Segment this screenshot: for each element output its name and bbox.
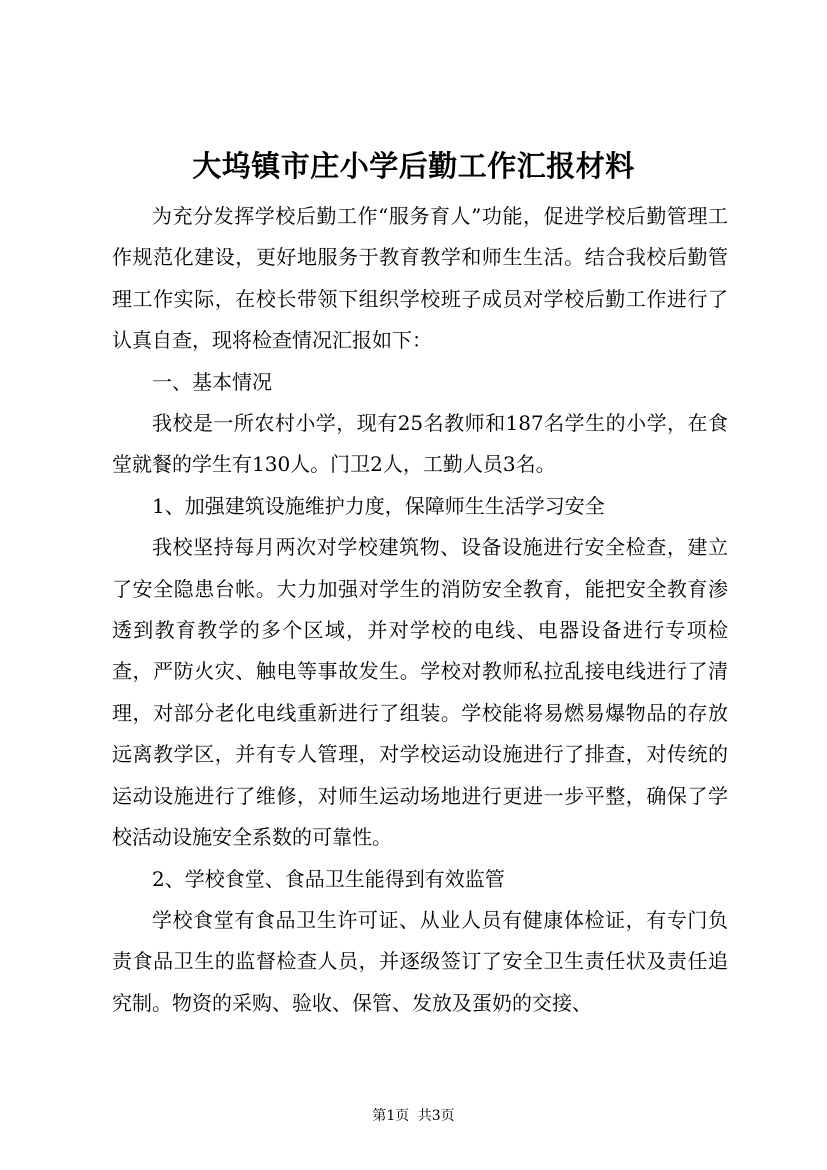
canteen-hygiene-paragraph: 学校食堂有食品卫生许可证、从业人员有健康体检证，有专门负责食品卫生的监督检查人员，并逐级签订了安全卫生责任状及责任追究制。物资的采购、验收、保管、发放及蛋奶的交接、 — [112, 907, 728, 1015]
building-safety-paragraph: 我校坚持每月两次对学校建筑物、设备设施进行安全检查，建立了安全隐患台帐。大力加强对学生的消防安全教育，能把安全教育渗透到教育教学的多个区域，并对学校的电线、电器设备进行专项检查，严防火灾、触电等事故发生。学校对教师私拉乱接电线进行了清理，对部分老化电线重新进行了组装。学校能将易燃易爆物品的存放远离教学区，并有专人管理，对学校运动设施进行了排查，对传统的运动设施进行了维修，对师生运动场地进行更进一步平整，确保了学校活动设施安全系数的可靠性。 — [112, 535, 728, 850]
page-footer — [0, 1106, 827, 1126]
subheading-canteen-hygiene: 2、学校食堂、食品卫生能得到有效监管 — [152, 866, 505, 891]
basic-situation-paragraph: 我校是一所农村小学，现有25名教师和187名学生的小学，在食堂就餐的学生有130人。门卫2人，工勤人员3名。 — [112, 411, 728, 477]
subheading-building-safety: 1、加强建筑设施维护力度，保障师生生活学习安全 — [152, 493, 605, 518]
document-body — [112, 196, 728, 1024]
intro-paragraph: 为充分发挥学校后勤工作“服务育人”功能，促进学校后勤管理工作规范化建设，更好地服务于教育教学和师生生活。结合我校后勤管理工作实际，在校长带领下组织学校班子成员对学校后勤工作进行了认真自查，现将检查情况汇报如下： — [112, 204, 728, 353]
page-total: 共3页 — [417, 1108, 455, 1124]
page-number: 第1页 — [372, 1108, 410, 1124]
section-heading-basic-situation: 一、基本情况 — [152, 369, 272, 394]
document-title: 大坞镇市庄小学后勤工作汇报材料 — [192, 149, 635, 183]
